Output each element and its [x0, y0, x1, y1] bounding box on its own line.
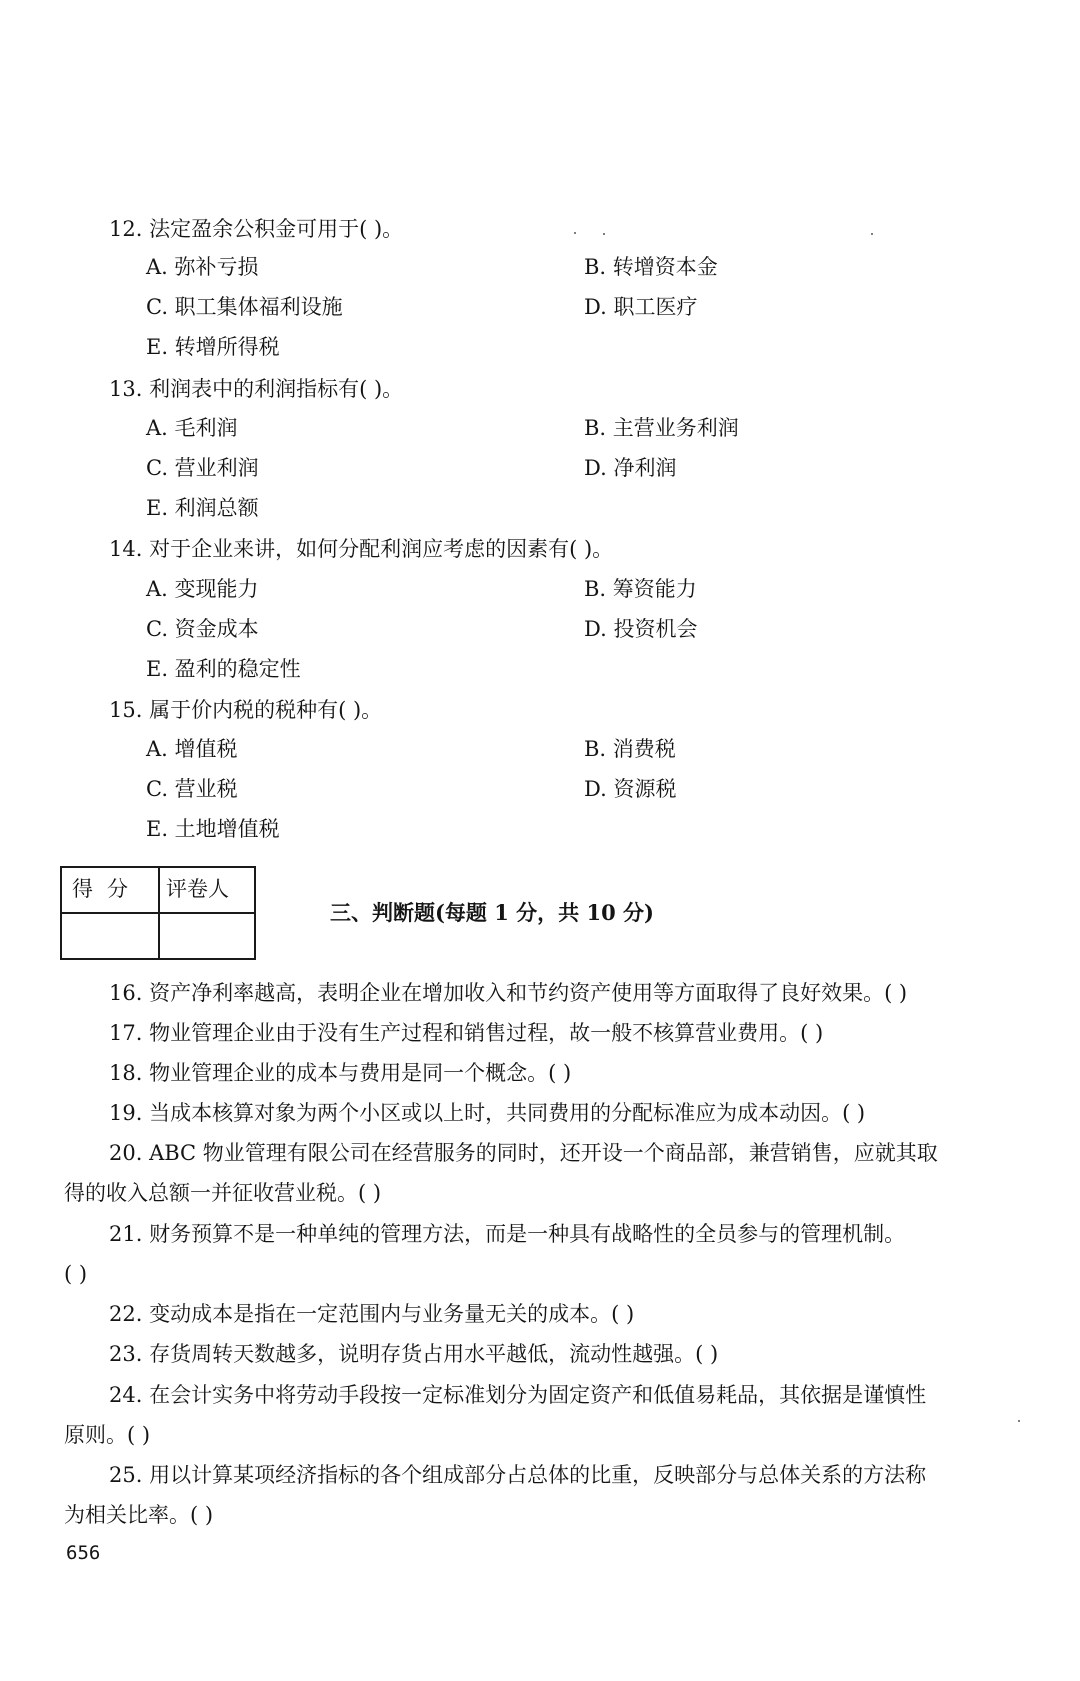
page-number: 656	[66, 1542, 101, 1564]
question-24-line-1: 24. 在会计实务中将劳动手段按一定标准划分为固定资产和低值易耗品，其依据是谨慎性	[109, 1383, 927, 1407]
question-18: 18. 物业管理企业的成本与费用是同一个概念。( )	[109, 1061, 572, 1085]
question-25-line-1: 25. 用以计算某项经济指标的各个组成部分占总体的比重，反映部分与总体关系的方法称	[109, 1463, 927, 1487]
question-12-option-c: C. 职工集体福利设施	[146, 295, 343, 319]
scan-speck	[603, 233, 605, 235]
question-13-stem: 13. 利润表中的利润指标有( )。	[109, 377, 404, 401]
question-12-option-e: E. 转增所得税	[146, 335, 280, 359]
question-13-option-e: E. 利润总额	[146, 496, 259, 520]
scan-speck	[574, 232, 576, 234]
scan-speck	[871, 233, 873, 235]
question-15-stem: 15. 属于价内税的税种有( )。	[109, 698, 383, 722]
section-three-title: 三、判断题(每题 1 分，共 10 分)	[330, 900, 654, 925]
question-15-option-a: A. 增值税	[146, 737, 238, 761]
question-13-option-a: A. 毛利润	[146, 416, 238, 440]
score-label: 得分	[72, 877, 142, 901]
question-22: 22. 变动成本是指在一定范围内与业务量无关的成本。( )	[109, 1302, 635, 1326]
question-14-stem: 14. 对于企业来讲，如何分配利润应考虑的因素有( )。	[109, 537, 614, 561]
question-16: 16. 资产净利率越高，表明企业在增加收入和节约资产使用等方面取得了良好效果。( )	[109, 981, 908, 1005]
score-cell[interactable]	[62, 914, 158, 958]
question-13-option-d: D. 净利润	[584, 456, 677, 480]
score-table	[60, 866, 256, 960]
question-13-option-c: C. 营业利润	[146, 456, 259, 480]
grader-cell[interactable]	[160, 914, 254, 958]
question-25-line-2: 为相关比率。( )	[64, 1503, 214, 1527]
question-24-line-2: 原则。( )	[64, 1423, 151, 1447]
question-13-option-b: B. 主营业务利润	[584, 416, 739, 440]
question-12-option-a: A. 弥补亏损	[146, 255, 259, 279]
scan-speck	[1018, 1420, 1020, 1422]
question-20-line-2: 得的收入总额一并征收营业税。( )	[64, 1181, 382, 1205]
question-14-option-b: B. 筹资能力	[584, 577, 697, 601]
question-12-option-b: B. 转增资本金	[584, 255, 718, 279]
question-15-option-e: E. 土地增值税	[146, 817, 280, 841]
question-12-stem: 12. 法定盈余公积金可用于( )。	[109, 217, 404, 241]
question-20-line-1: 20. ABC 物业管理有限公司在经营服务的同时，还开设一个商品部，兼营销售，应就其取	[109, 1141, 938, 1165]
question-21-line-1: 21. 财务预算不是一种单纯的管理方法，而是一种具有战略性的全员参与的管理机制。	[109, 1222, 906, 1246]
question-23: 23. 存货周转天数越多，说明存货占用水平越低，流动性越强。( )	[109, 1342, 719, 1366]
question-14-option-d: D. 投资机会	[584, 617, 698, 641]
question-15-option-b: B. 消费税	[584, 737, 676, 761]
question-21-line-2: ( )	[64, 1262, 88, 1286]
question-14-option-c: C. 资金成本	[146, 617, 259, 641]
question-15-option-c: C. 营业税	[146, 777, 238, 801]
grader-label: 评卷人	[166, 877, 229, 901]
question-12-option-d: D. 职工医疗	[584, 295, 698, 319]
question-14-option-e: E. 盈利的稳定性	[146, 657, 301, 681]
question-17: 17. 物业管理企业由于没有生产过程和销售过程，故一般不核算营业费用。( )	[109, 1021, 824, 1045]
question-14-option-a: A. 变现能力	[146, 577, 259, 601]
question-19: 19. 当成本核算对象为两个小区或以上时，共同费用的分配标准应为成本动因。( )	[109, 1101, 866, 1125]
question-15-option-d: D. 资源税	[584, 777, 677, 801]
